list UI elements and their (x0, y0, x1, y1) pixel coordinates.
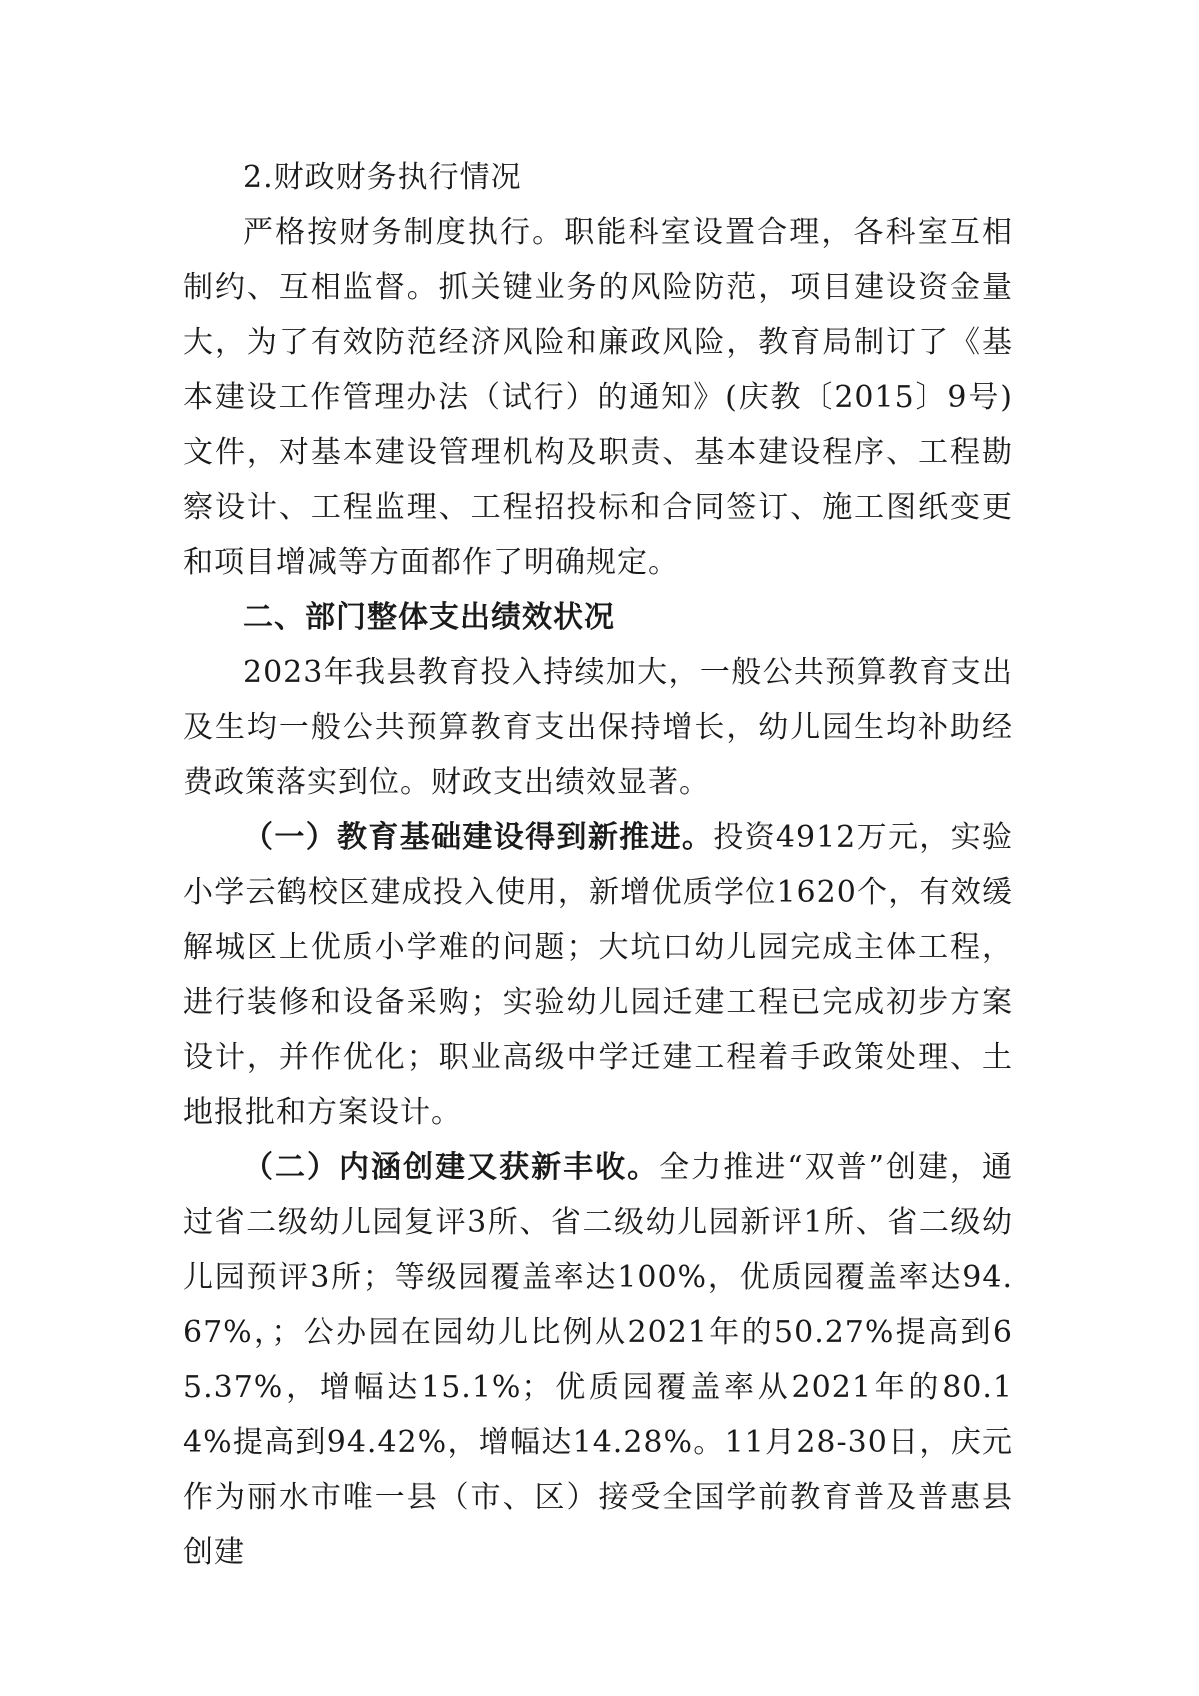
performance-section-heading: 二、部门整体支出绩效状况 (243, 600, 615, 635)
infrastructure-paragraph (183, 810, 1013, 1140)
connotation-lead: （二）内涵创建又获新丰收。 (243, 1150, 660, 1185)
connotation-body: 全力推进“双普”创建，通过省二级幼儿园复评3所、省二级幼儿园新评1所、省二级幼儿园预评3所；等级园覆盖率达100%，优质园覆盖率达94.67%，；公办园在园幼儿比例从2021年的50.27%提高到65.37%，增幅达15.1%；优质园覆盖率从2021年的80.14%提高到94.42%，增幅达14.28%。11月28-30日，庆元作为丽水市唯一县（市、区）接受全国学前教育普及普惠县创建 (183, 1150, 1013, 1570)
financial-execution-heading: 2.财政财务执行情况 (243, 160, 522, 195)
infrastructure-lead: （一）教育基础建设得到新推进。 (243, 820, 714, 855)
infrastructure-body: 投资4912万元，实验小学云鹤校区建成投入使用，新增优质学位1620个，有效缓解城区上优质小学难的问题；大坑口幼儿园完成主体工程，进行装修和设备采购；实验幼儿园迁建工程已完成初步方案设计，并作优化；职业高级中学迁建工程着手政策处理、土地报批和方案设计。 (183, 820, 1013, 1130)
financial-execution-paragraph: 严格按财务制度执行。职能科室设置合理，各科室互相制约、互相监督。抓关键业务的风险防范，项目建设资金量大，为了有效防范经济风险和廉政风险，教育局制订了《基本建设工作管理办法（试行）的通知》(庆教〔2015〕9号)文件，对基本建设管理机构及职责、基本建设程序、工程勘察设计、工程监理、工程招投标和合同签订、施工图纸变更和项目增减等方面都作了明确规定。 (183, 215, 1013, 580)
performance-intro-paragraph: 2023年我县教育投入持续加大，一般公共预算教育支出及生均一般公共预算教育支出保持增长，幼儿园生均补助经费政策落实到位。财政支出绩效显著。 (183, 655, 1013, 800)
document-body (183, 150, 1013, 1580)
connotation-paragraph (183, 1140, 1013, 1580)
